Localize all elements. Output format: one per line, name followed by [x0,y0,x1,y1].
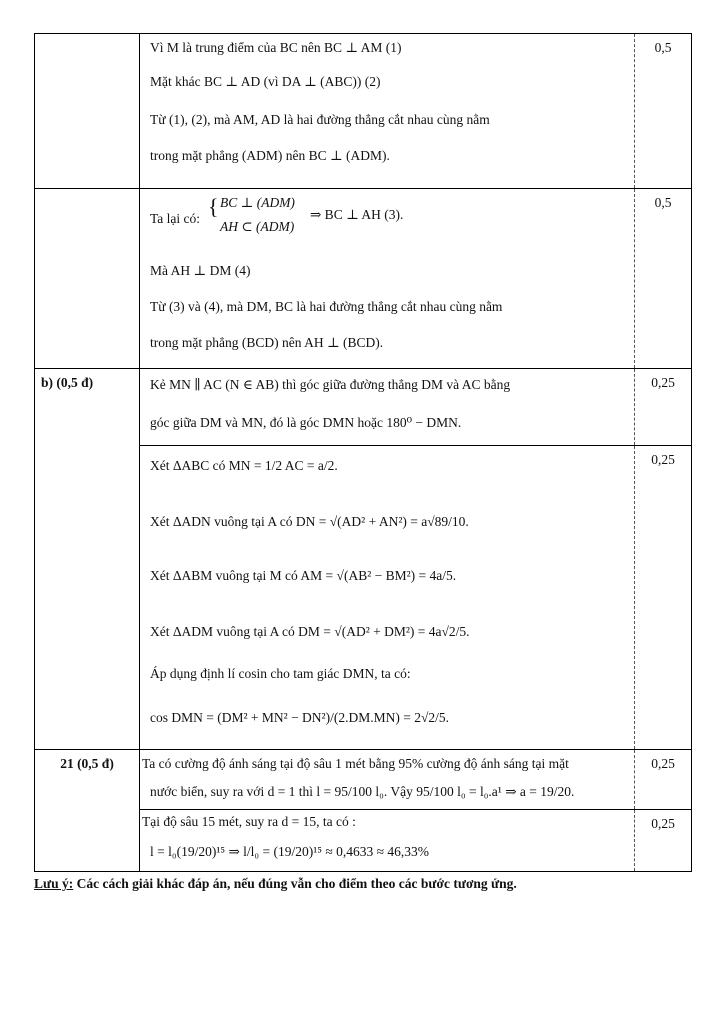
solution-line: Ta có cường độ ánh sáng tại độ sâu 1 mét bằng 95% cường độ ánh sáng tại mặt [142,756,569,771]
solution-line: Vì M là trung điểm của BC nên BC ⊥ AM (1) [150,40,402,55]
score-cell [635,810,692,872]
solution-line: Xét ΔABM vuông tại M có AM = √(AB² − BM²) = 4a/5. [150,568,457,583]
solution-line: ⇒ BC ⊥ AH (3). [310,207,404,222]
solution-cell [140,750,635,810]
score-value: 0,5 [654,195,672,210]
solution-cell [140,446,635,750]
answer-table [34,33,692,872]
solution-line: Áp dụng định lí cosin cho tam giác DMN, ta có: [150,666,411,681]
solution-line: Xét ΔABC có MN = 1/2 AC = a/2. [150,458,338,473]
table-row [35,369,692,446]
table-row [35,34,692,189]
solution-line: trong mặt phẳng (ADM) nên BC ⊥ (ADM). [150,148,390,163]
score-value: 0,25 [651,375,675,390]
solution-line: cos DMN = (DM² + MN² − DN²)/(2.DM.MN) = 2√2/5. [150,710,449,725]
solution-line: nước biển, suy ra với d = 1 thì l = 95/100 l₀. Vậy 95/100 l₀ = l₀.a¹ ⇒ a = 19/20. [150,784,575,799]
score-cell [635,446,692,750]
solution-line: Từ (1), (2), mà AM, AD là hai đường thẳng cắt nhau cùng nằm [150,112,490,127]
part-label-cell [35,369,140,750]
solution-line: Xét ΔADN vuông tại A có DN = √(AD² + AN²) = a√89/10. [150,514,469,529]
part-label: 21 (0,5 đ) [60,756,114,771]
part-label-cell [35,750,140,872]
solution-line: Mặt khác BC ⊥ AD (vì DA ⊥ (ABC)) (2) [150,74,381,89]
part-label: b) (0,5 đ) [41,375,94,390]
solution-cell [140,369,635,446]
solution-line: Xét ΔADM vuông tại A có DM = √(AD² + DM²) = 4a√2/5. [150,624,470,639]
solution-line: trong mặt phẳng (BCD) nên AH ⊥ (BCD). [150,335,384,350]
table-row [35,750,692,810]
solution-line: Mà AH ⊥ DM (4) [150,263,251,278]
solution-line: Kẻ MN ∥ AC (N ∈ AB) thì góc giữa đường thẳng DM và AC bằng [150,377,511,392]
solution-line: góc giữa DM và MN, đó là góc DMN hoặc 180⁰ − DMN. [150,415,462,430]
solution-line: BC ⊥ (ADM) [220,195,295,210]
score-value: 0,25 [651,452,675,467]
part-label-cell [35,34,140,189]
solution-line: Từ (3) và (4), mà DM, BC là hai đường thẳng cắt nhau cùng nằm [150,299,503,314]
score-cell [635,750,692,810]
solution-line: AH ⊂ (ADM) [220,219,295,234]
solution-line: l = l₀(19/20)¹⁵ ⇒ l/l₀ = (19/20)¹⁵ ≈ 0,4633 ≈ 46,33% [150,844,430,859]
solution-cell [140,189,635,369]
part-label-cell [35,189,140,369]
score-cell [635,189,692,369]
solution-cell [140,34,635,189]
footnote-text: Các cách giải khác đáp án, nếu đúng vẫn cho điểm theo các bước tương ứng. [73,876,517,891]
score-cell [635,369,692,446]
score-value: 0,25 [651,756,675,771]
solution-cell [140,810,635,872]
table-row [35,189,692,369]
solution-line: Tại độ sâu 15 mét, suy ra d = 15, ta có : [142,814,356,829]
solution-line: Ta lại có: [150,211,201,226]
footnote-prefix: Lưu ý: [34,876,74,891]
system-brace: { [208,194,219,219]
score-value: 0,25 [651,816,675,831]
footnote [34,876,517,892]
score-cell [635,34,692,189]
score-value: 0,5 [654,40,672,55]
